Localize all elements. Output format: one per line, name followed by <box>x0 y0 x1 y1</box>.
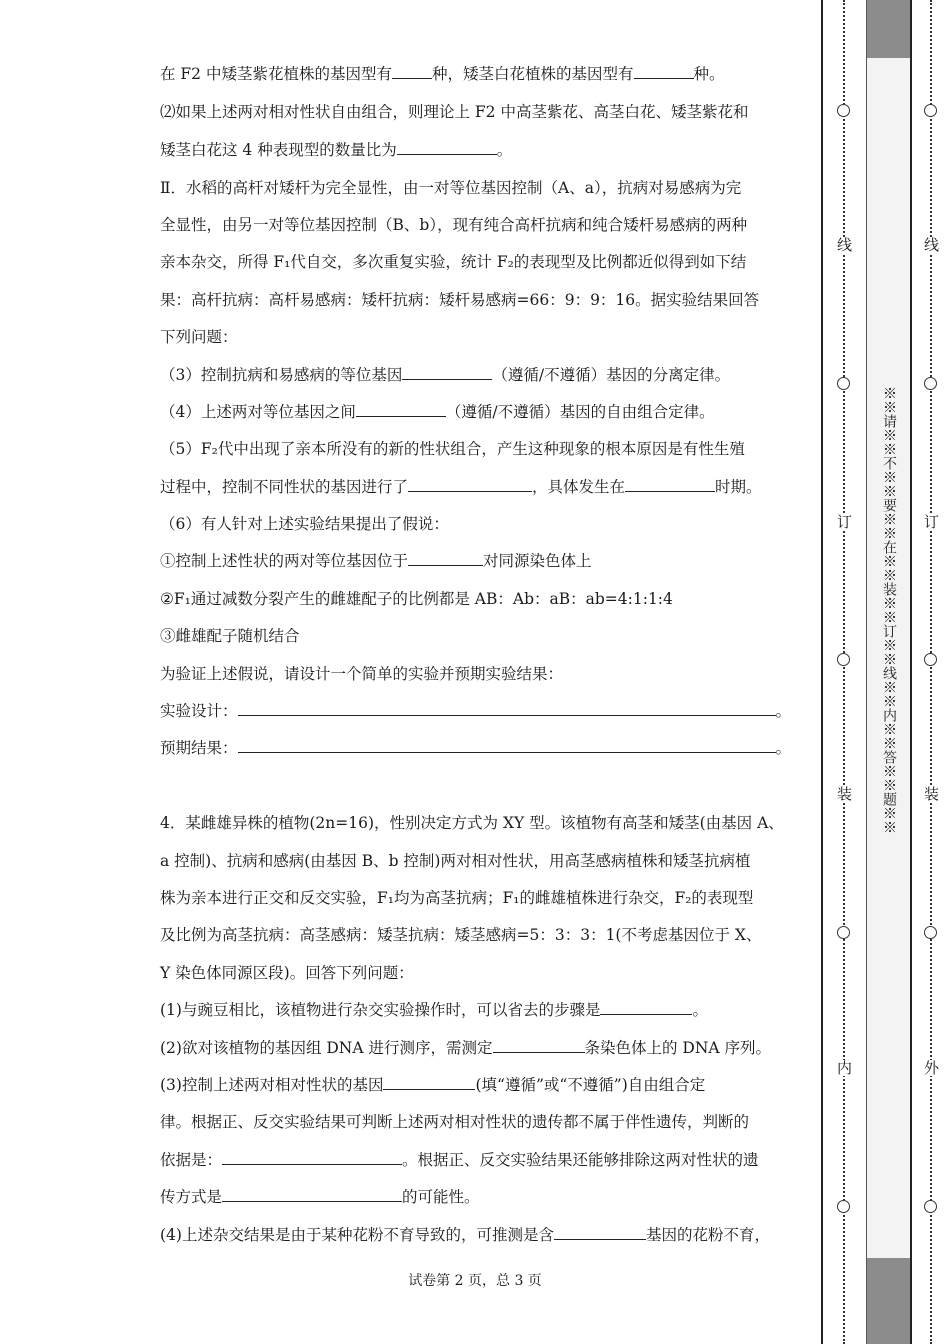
text-line: ①控制上述性状的两对等位基因位于 对同源染色体上 <box>160 552 592 570</box>
text-line: a 控制)、抗病和感病(由基因 B、b 控制)两对相对性状，用高茎感病植株和矮茎抗病植 <box>160 852 751 870</box>
margin-char-zhuang: 装 <box>924 785 940 803</box>
margin-char-xian: 线 <box>837 236 853 254</box>
inner-dotted-line <box>843 0 855 1344</box>
binding-rule-inner <box>821 0 823 1344</box>
margin-char-xian: 线 <box>924 236 940 254</box>
text-line: 传方式是 的可能性。 <box>160 1188 480 1206</box>
text-line: Ⅱ．水稻的高杆对矮杆为完全显性，由一对等位基因控制（A、a），抗病对易感病为完 <box>160 179 742 197</box>
text-line: 全显性，由另一对等位基因控制（B、b），现有纯合高杆抗病和纯合矮杆易感病的两种 <box>160 216 748 234</box>
binding-rule-outer <box>910 0 912 1344</box>
text-line: 依据是： 。根据正、反交实验结果还能够排除这两对性状的遗 <box>160 1151 759 1169</box>
margin-char-ding: 订 <box>837 513 853 531</box>
band-top-block <box>866 0 910 58</box>
text-line: （5）F₂代中出现了亲本所没有的新的性状组合，产生这种现象的根本原因是有性生殖 <box>160 440 745 458</box>
margin-char-zhuang: 装 <box>837 785 853 803</box>
binding-hole-circle <box>924 377 937 390</box>
binding-hole-circle <box>924 1200 937 1213</box>
binding-hole-circle <box>837 377 850 390</box>
binding-hole-circle <box>837 926 850 939</box>
text-line: （6）有人针对上述实验结果提出了假说： <box>160 515 449 533</box>
text-line: 过程中，控制不同性状的基因进行了 ，具体发生在 时期。 <box>160 478 762 496</box>
text-line: ②F₁通过减数分裂产生的雌雄配子的比例都是 AB：Ab：aB：ab=4:1:1:4 <box>160 590 673 608</box>
text-line: （3）控制抗病和易感病的等位基因 （遵循/不遵循）基因的分离定律。 <box>160 366 731 384</box>
margin-char-wai: 外 <box>924 1059 940 1077</box>
margin-char-nei: 内 <box>837 1059 853 1077</box>
text-line: (2)欲对该植物的基因组 DNA 进行测序，需测定 条染色体上的 DNA 序列。 <box>160 1039 772 1057</box>
binding-hole-circle <box>837 653 850 666</box>
text-line: (4)上述杂交结果是由于某种花粉不育导致的，可推测是含 基因的花粉不育， <box>160 1226 770 1244</box>
text-line: （4）上述两对等位基因之间 （遵循/不遵循）基因的自由组合定律。 <box>160 403 715 421</box>
binding-notice: ※※请※※不※※要※※在※※装※※订※※线※※内※※答※※题※※ <box>881 386 897 834</box>
text-line: ⑵如果上述两对相对性状自由组合，则理论上 F2 中高茎紫花、高茎白花、矮茎紫花和 <box>160 103 749 121</box>
band-edge-left <box>866 0 867 1344</box>
text-line: 矮茎白花这 4 种表现型的数量比为 。 <box>160 141 513 159</box>
text-line: 实验设计： 。 <box>160 702 792 720</box>
binding-hole-circle <box>924 104 937 117</box>
text-line: Y 染色体同源区段)。回答下列问题： <box>160 964 414 982</box>
text-line: 预期结果： 。 <box>160 739 792 757</box>
text-line: 果：高杆抗病：高杆易感病：矮杆抗病：矮杆易感病=66：9：9：16。据实验结果回答 <box>160 291 760 309</box>
text-line: 律。根据正、反交实验结果可判断上述两对相对性状的遗传都不属于伴性遗传，判断的 <box>160 1113 750 1131</box>
text-line: 亲本杂交，所得 F₁代自交，多次重复实验，统计 F₂的表现型及比例都近似得到如下结 <box>160 253 747 271</box>
text-line: (1)与豌豆相比，该植物进行杂交实验操作时，可以省去的步骤是 。 <box>160 1001 708 1019</box>
text-line: 为验证上述假说，请设计一个简单的实验并预期实验结果： <box>160 665 564 683</box>
text-line: 及比例为高茎抗病：高茎感病：矮茎抗病：矮茎感病=5：3：3：1(不考虑基因位于 X、 <box>160 926 762 944</box>
page-footer: 试卷第 2 页，总 3 页 <box>408 1273 542 1289</box>
text-line: 4．某雌雄异株的植物(2n=16)，性别决定方式为 XY 型。该植物有高茎和矮茎(由基因 A、 <box>160 814 784 832</box>
outer-dotted-line <box>930 0 942 1344</box>
text-line: 下列问题： <box>160 328 238 346</box>
margin-char-ding: 订 <box>924 513 940 531</box>
text-line: (3)控制上述两对相对性状的基因 (填“遵循”或“不遵循”)自由组合定 <box>160 1076 706 1094</box>
text-line: ③雌雄配子随机结合 <box>160 627 300 645</box>
band-bottom-block <box>866 1258 910 1344</box>
binding-hole-circle <box>837 1200 850 1213</box>
binding-hole-circle <box>924 926 937 939</box>
binding-hole-circle <box>924 653 937 666</box>
binding-hole-circle <box>837 104 850 117</box>
text-line: 在 F2 中矮茎紫花植株的基因型有 种，矮茎白花植株的基因型有 种。 <box>160 65 725 83</box>
text-line: 株为亲本进行正交和反交实验，F₁均为高茎抗病；F₁的雌雄植株进行杂交，F₂的表现型 <box>160 889 754 907</box>
